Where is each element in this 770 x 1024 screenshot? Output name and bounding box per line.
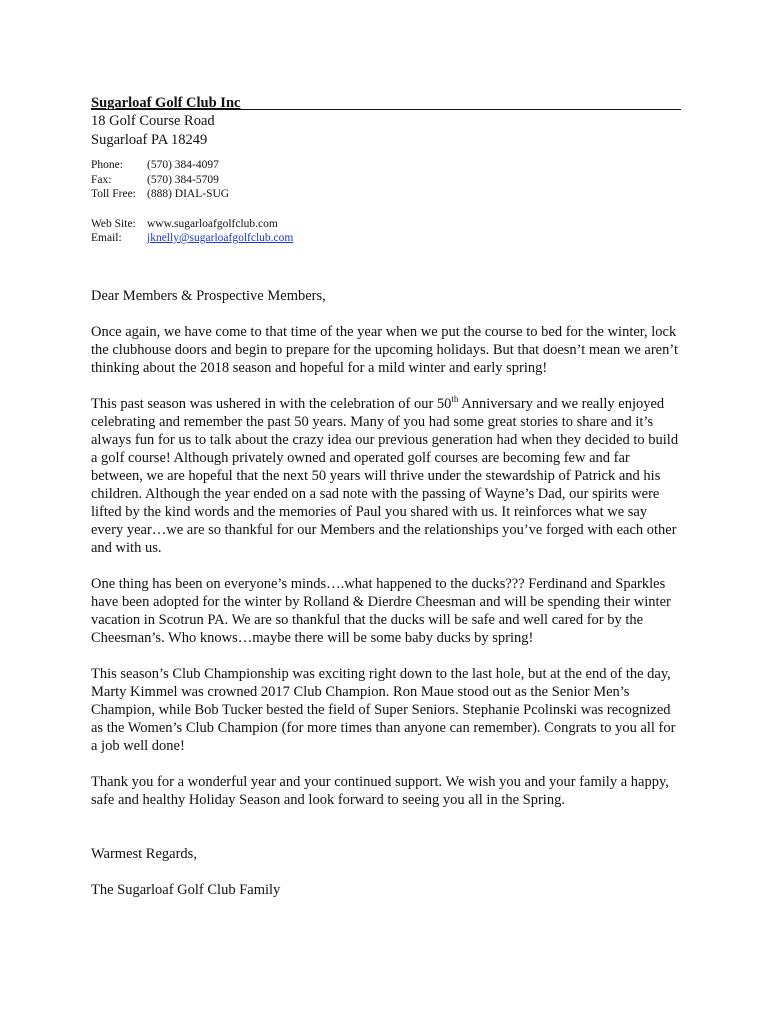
paragraph-5-text: Thank you for a wonderful year and your continued support. We wish you and your family a happy, safe and healthy Holiday Season and look forward to seeing you all in the Spring. bbox=[91, 773, 669, 808]
phone-label: Phone: bbox=[91, 159, 123, 171]
email-label: Email: bbox=[91, 232, 122, 244]
fax-label: Fax: bbox=[91, 173, 112, 186]
letterhead-rule bbox=[91, 109, 681, 110]
ordinal-superscript: th bbox=[451, 393, 459, 404]
tollfree-value: (888) DIAL-SUG bbox=[147, 188, 230, 200]
org-name: Sugarloaf Golf Club Inc bbox=[91, 95, 241, 111]
fax-value: (570) 384-5709 bbox=[147, 173, 219, 186]
letterhead bbox=[91, 94, 681, 150]
paragraph-2 bbox=[91, 395, 681, 557]
address-line-2: Sugarloaf PA 18249 bbox=[91, 132, 208, 148]
salutation: Dear Members & Prospective Members, bbox=[91, 287, 326, 304]
email-link[interactable]: jknelly@sugarloafgolfclub.com bbox=[147, 232, 294, 244]
paragraph-1 bbox=[91, 323, 681, 377]
website-value: www.sugarloafgolfclub.com bbox=[147, 217, 278, 230]
email-row bbox=[91, 231, 681, 246]
tollfree-label: Toll Free: bbox=[91, 188, 136, 200]
website-label: Web Site: bbox=[91, 217, 136, 230]
paragraph-3-text: One thing has been on everyone’s minds….what happened to the ducks??? Ferdinand and Sparkles have been adopted for the winter by Rolland & Dierdre Cheesman and will be spending their winter vacation in Scotrun PA. We are so thankful that the ducks will be safe and well cared for by the Cheesman’s. Who knows…maybe there will be some baby ducks by spring! bbox=[91, 575, 671, 646]
closing: Warmest Regards, bbox=[91, 845, 197, 862]
contact-block bbox=[91, 158, 681, 246]
phone-row bbox=[91, 158, 681, 173]
paragraph-2-rest: Anniversary and we really enjoyed celebrating and remember the past 50 years. Many of you had some great stories to share and it’s always fun for us to talk about the crazy idea our previous generation had when they decided to build a golf course! Although privately owned and operated golf courses are becoming few and far between, we are hopeful that the next 50 years will thrive under the stewardship of Patrick and his children. Although the year ended on a sad note with the passing of Wayne’s Dad, our spirits were lifted by the kind words and the memories of Paul you shared with us. It reinforces what we say every year…we are so thankful for our Members and the relationships you’ve forged with each other and with us. bbox=[91, 395, 679, 556]
paragraph-1-text: Once again, we have come to that time of the year when we put the course to bed for the winter, lock the clubhouse doors and begin to prepare for the upcoming holidays. But that doesn’t mean we aren’t thinking about the 2018 season and hopeful for a mild winter and early spring! bbox=[91, 323, 678, 376]
signature: The Sugarloaf Golf Club Family bbox=[91, 881, 281, 898]
paragraph-4 bbox=[91, 665, 681, 755]
fax-row bbox=[91, 173, 681, 188]
paragraph-4-text: This season’s Club Championship was exciting right down to the last hole, but at the end of the day, Marty Kimmel was crowned 2017 Club Champion. Ron Maue stood out as the Senior Men’s Champion, while Bob Tucker bested the field of Super Seniors. Stephanie Pcolinski was recognized as the Women’s Club Champion (for more times than anyone can remember). Congrats to you all for a job well done! bbox=[91, 665, 676, 754]
phone-value: (570) 384-4097 bbox=[147, 159, 219, 171]
paragraph-3 bbox=[91, 575, 681, 647]
tollfree-row bbox=[91, 187, 681, 202]
address-line-1: 18 Golf Course Road bbox=[91, 113, 215, 129]
paragraph-2-start: This past season was ushered in with the celebration of our 50 bbox=[91, 395, 452, 412]
letter-page bbox=[91, 94, 681, 899]
website-row bbox=[91, 217, 681, 232]
paragraph-5 bbox=[91, 773, 681, 809]
